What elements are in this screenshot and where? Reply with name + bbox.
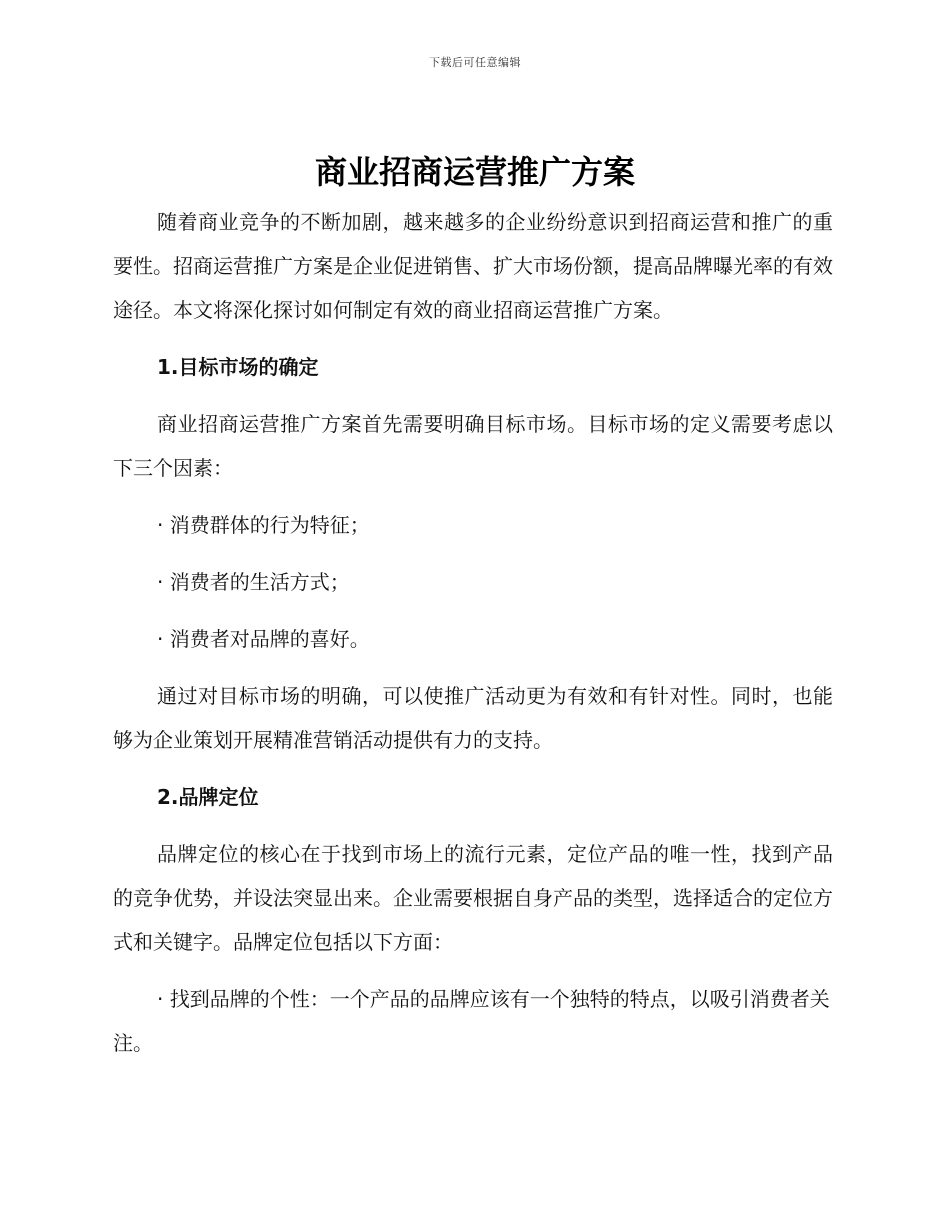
bullet-item: · 找到品牌的个性：一个产品的品牌应该有一个独特的特点，以吸引消费者关注。 [113,987,830,1055]
section1-paragraph-1: 商业招商运营推广方案首先需要明确目标市场。目标市场的定义需要考虑以下三个因素： [113,412,833,480]
bullet-item: · 消费群体的行为特征； [157,513,370,537]
bullet-item: · 消费者的生活方式； [157,570,350,594]
section-heading-brand-positioning: 2.品牌定位 [157,785,259,809]
section-heading-target-market: 1.目标市场的确定 [157,355,319,379]
section1-paragraph-2: 通过对目标市场的明确，可以使推广活动更为有效和有针对性。同时，也能够为企业策划开展精准营销活动提供有力的支持。 [113,684,833,752]
header-note: 下载后可任意编辑 [429,56,521,69]
bullet-item: · 消费者对品牌的喜好。 [157,627,370,651]
document-title: 商业招商运营推广方案 [314,153,635,191]
document-body [113,200,833,1078]
intro-paragraph: 随着商业竞争的不断加剧，越来越多的企业纷纷意识到招商运营和推广的重要性。招商运营推广方案是企业促进销售、扩大市场份额，提高品牌曝光率的有效途径。本文将深化探讨如何制定有效的商业招商运营推广方案。 [113,210,833,322]
section2-paragraph-1: 品牌定位的核心在于找到市场上的流行元素，定位产品的唯一性，找到产品的竞争优势，并设法突显出来。企业需要根据自身产品的类型，选择适合的定位方式和关键字。品牌定位包括以下方面： [113,842,833,954]
